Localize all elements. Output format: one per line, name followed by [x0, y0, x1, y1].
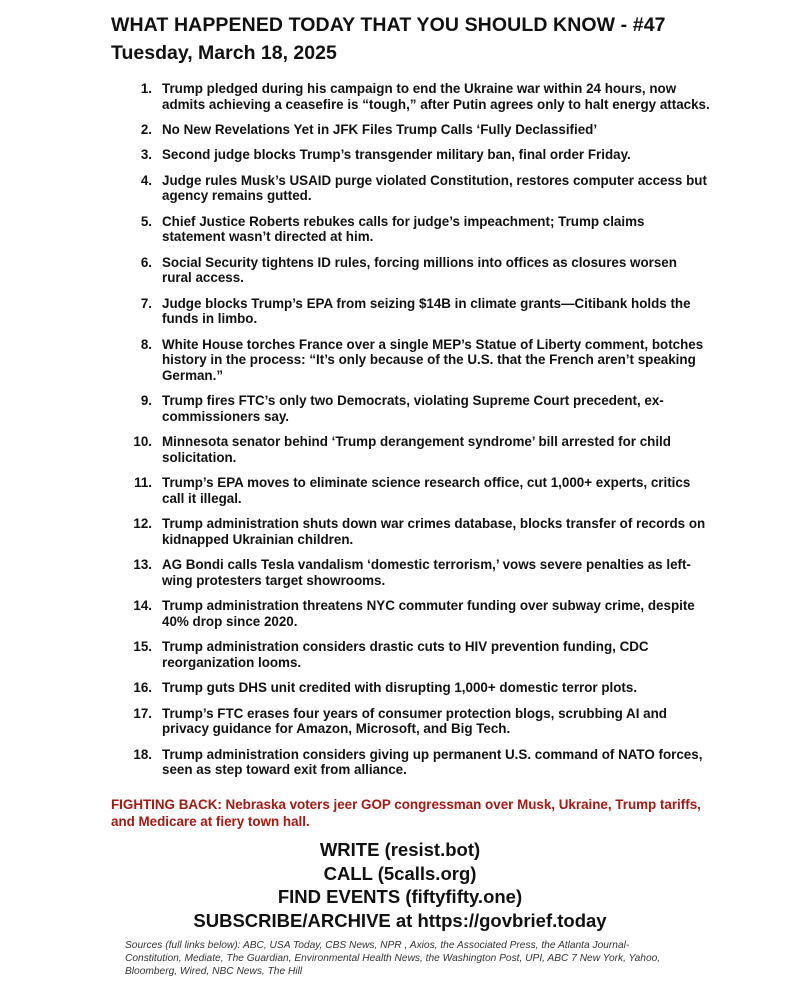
news-item-number: 7.: [140, 295, 152, 311]
news-item-number: 16.: [133, 680, 152, 696]
news-item-text: White House torches France over a single MEP’s Statue of Liberty comment, botches history in the process: “It’s only because of the U.S. that the French aren’t speaking German.”: [162, 336, 704, 383]
news-item: [110, 706, 710, 737]
news-item-number: 17.: [133, 705, 152, 721]
news-item: [110, 337, 710, 384]
news-item-text: Second judge blocks Trump’s transgender military ban, final order Friday.: [162, 147, 631, 163]
news-item-text: Trump administration considers drastic cuts to HIV prevention funding, CDC reorganization looms.: [162, 639, 649, 670]
cta-find-events: FIND EVENTS (fiftyfifty.one): [277, 886, 523, 907]
news-item: [110, 475, 710, 506]
news-item-number: 9.: [140, 393, 152, 409]
news-item-number: 1.: [140, 81, 152, 96]
news-item-number: 6.: [140, 254, 152, 270]
news-item: [110, 393, 710, 424]
fighting-back-note: FIGHTING BACK: Nebraska voters jeer GOP congressman over Musk, Ukraine, Trump tariffs, and Medicare at fiery town hall.: [111, 797, 701, 829]
news-item-number: 13.: [133, 557, 152, 573]
news-item-text: Trump administration shuts down war crimes database, blocks transfer of records on kidnapped Ukrainian children.: [162, 516, 706, 547]
news-item: [110, 147, 710, 163]
news-item: [110, 214, 710, 245]
news-item-number: 11.: [134, 475, 152, 491]
news-item-number: 15.: [133, 639, 152, 655]
news-item: [110, 598, 710, 629]
news-list: [110, 81, 710, 788]
news-item: [110, 434, 710, 465]
page-date: Tuesday, March 18, 2025: [111, 42, 337, 64]
news-item-number: 18.: [133, 746, 152, 762]
cta-subscribe: SUBSCRIBE/ARCHIVE at https://govbrief.today: [193, 909, 607, 931]
news-item-text: Chief Justice Roberts rebukes calls for judge’s impeachment; Trump claims statement wasn’t directed at him.: [162, 213, 645, 245]
page-title: WHAT HAPPENED TODAY THAT YOU SHOULD KNOW - #47: [111, 14, 666, 36]
news-item-text: Judge blocks Trump’s EPA from seizing $14B in climate grants—Citibank holds the funds in limbo.: [162, 295, 691, 327]
news-item: [110, 516, 710, 547]
news-item-number: 12.: [133, 516, 152, 532]
news-item-number: 8.: [140, 336, 152, 352]
news-item-number: 4.: [140, 172, 152, 188]
sources-note: Sources (full links below): ABC, USA Today, CBS News, NPR , Axios, the Associated Press, the Atlanta Journal-Constitution, Mediate, The Guardian, Environmental Health News, the Washington Post, UPI, ABC 7 New York, Yahoo, Bloomberg, Wired, NBC News, The Hill: [125, 940, 661, 978]
news-item-text: Trump pledged during his campaign to end the Ukraine war within 24 hours, now admits achieving a ceasefire is “tough,” after Putin agrees only to halt energy attacks.: [162, 81, 710, 112]
news-item-number: 10.: [133, 434, 152, 450]
news-item-text: Trump administration considers giving up permanent U.S. command of NATO forces, seen as step toward exit from alliance.: [162, 746, 703, 778]
news-item: [110, 296, 710, 327]
news-item: [110, 122, 710, 138]
news-item-text: Trump guts DHS unit credited with disrupting 1,000+ domestic terror plots.: [162, 680, 638, 696]
news-item-text: Social Security tightens ID rules, forcing millions into offices as closures worsen rural access.: [162, 254, 677, 286]
news-item: [110, 639, 710, 670]
news-item-number: 14.: [133, 598, 152, 614]
news-item-text: Minnesota senator behind ‘Trump derangement syndrome’ bill arrested for child solicitation.: [162, 434, 671, 465]
news-item-text: Trump administration threatens NYC commuter funding over subway crime, despite 40% drop since 2020.: [162, 598, 695, 629]
news-item-number: 2.: [140, 121, 152, 137]
news-item-text: AG Bondi calls Tesla vandalism ‘domestic terrorism,’ vows severe penalties as left-wing protesters target showrooms.: [162, 557, 691, 588]
news-item-text: Trump’s FTC erases four years of consumer protection blogs, scrubbing AI and privacy guidance for Amazon, Microsoft, and Big Tech.: [162, 705, 667, 737]
cta-call: CALL (5calls.org): [323, 862, 477, 884]
news-item-number: 5.: [140, 213, 152, 229]
news-item: [110, 747, 710, 778]
news-item-number: 3.: [140, 147, 152, 163]
news-item-text: No New Revelations Yet in JFK Files Trump Calls ‘Fully Declassified’: [162, 121, 598, 137]
news-item: [110, 255, 710, 286]
news-item-text: Trump fires FTC’s only two Democrats, violating Supreme Court precedent, ex-commissioners say.: [162, 393, 664, 424]
news-item: [110, 557, 710, 588]
news-item-text: Judge rules Musk’s USAID purge violated Constitution, restores computer access but agency remains gutted.: [162, 172, 707, 204]
cta-write: WRITE (resist.bot): [319, 839, 481, 860]
news-item: [110, 680, 710, 696]
news-item-text: Trump’s EPA moves to eliminate science research office, cut 1,000+ experts, critics call it illegal.: [162, 475, 691, 506]
news-item: [110, 81, 710, 112]
news-item: [110, 173, 710, 204]
call-to-action: [0, 838, 800, 932]
